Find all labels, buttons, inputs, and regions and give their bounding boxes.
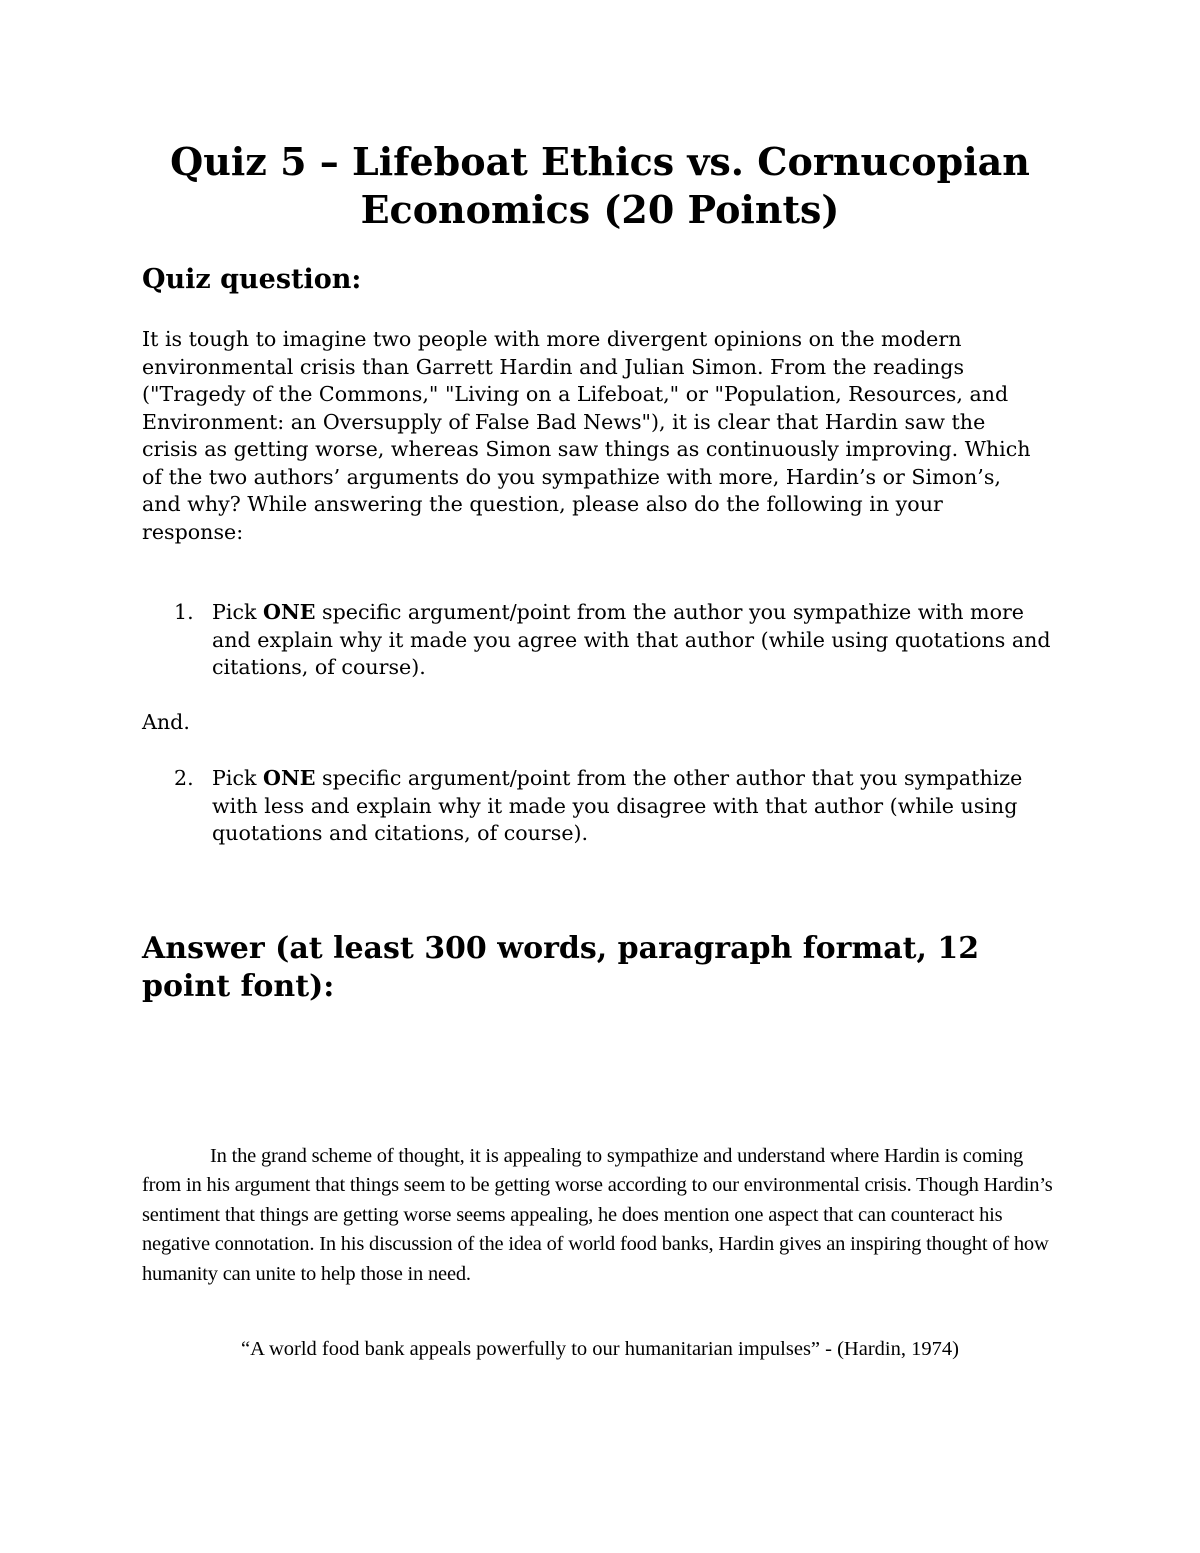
- answer-paragraph: In the grand scheme of thought, it is appealing to sympathize and understand where Hardin is coming from in his argument that things seem to be getting worse according to our environmental crisis. Though Hardin’s sentiment that things are getting worse seems appealing, he does mention one aspect that can counteract his negative connotation. In his discussion of the idea of world food banks, Hardin gives an inspiring thought of how humanity can unite to help those in need.: [142, 1145, 1053, 1285]
- list-rest: specific argument/point from the other author that you sympathize with less and explain why it made you disagree with that author (while using quotations and citations, of course).: [212, 766, 1023, 845]
- list-rest: specific argument/point from the author you sympathize with more and explain why it made you agree with that author (while using quotations and citations, of course).: [212, 600, 1051, 679]
- and-text: And.: [142, 710, 190, 734]
- list-number: 1.: [174, 600, 194, 624]
- list-number: 2.: [174, 766, 194, 790]
- list-emphasis: ONE: [263, 766, 316, 790]
- quote-line: “A world food bank appeals powerfully to our humanitarian impulses” - (Hardin, 1974): [241, 1338, 959, 1360]
- list-text: [212, 765, 1062, 848]
- question-body: It is tough to imagine two people with more divergent opinions on the modern environmental crisis than Garrett Hardin and Julian Simon. From the readings ("Tragedy of the Commons," "Living on a Lifeboat," or "Population, Resources, and Environment: an Oversupply of False Bad News"), it is clear that Hardin saw the crisis as getting worse, whereas Simon saw things as continuously improving. Which of the two authors’ arguments do you sympathize with more, Hardin’s or Simon’s, and why? While answering the question, please also do the following in your response:: [142, 327, 1031, 544]
- list-text: [212, 599, 1062, 682]
- list-emphasis: ONE: [263, 600, 316, 624]
- answer-heading: Answer (at least 300 words, paragraph format, 12 point font):: [142, 931, 980, 1004]
- document-title: Quiz 5 – Lifeboat Ethics vs. Cornucopian Economics (20 Points): [170, 139, 1030, 232]
- quiz-question-heading: Quiz question:: [142, 264, 362, 295]
- list-lead: Pick: [212, 600, 264, 624]
- list-lead: Pick: [212, 766, 264, 790]
